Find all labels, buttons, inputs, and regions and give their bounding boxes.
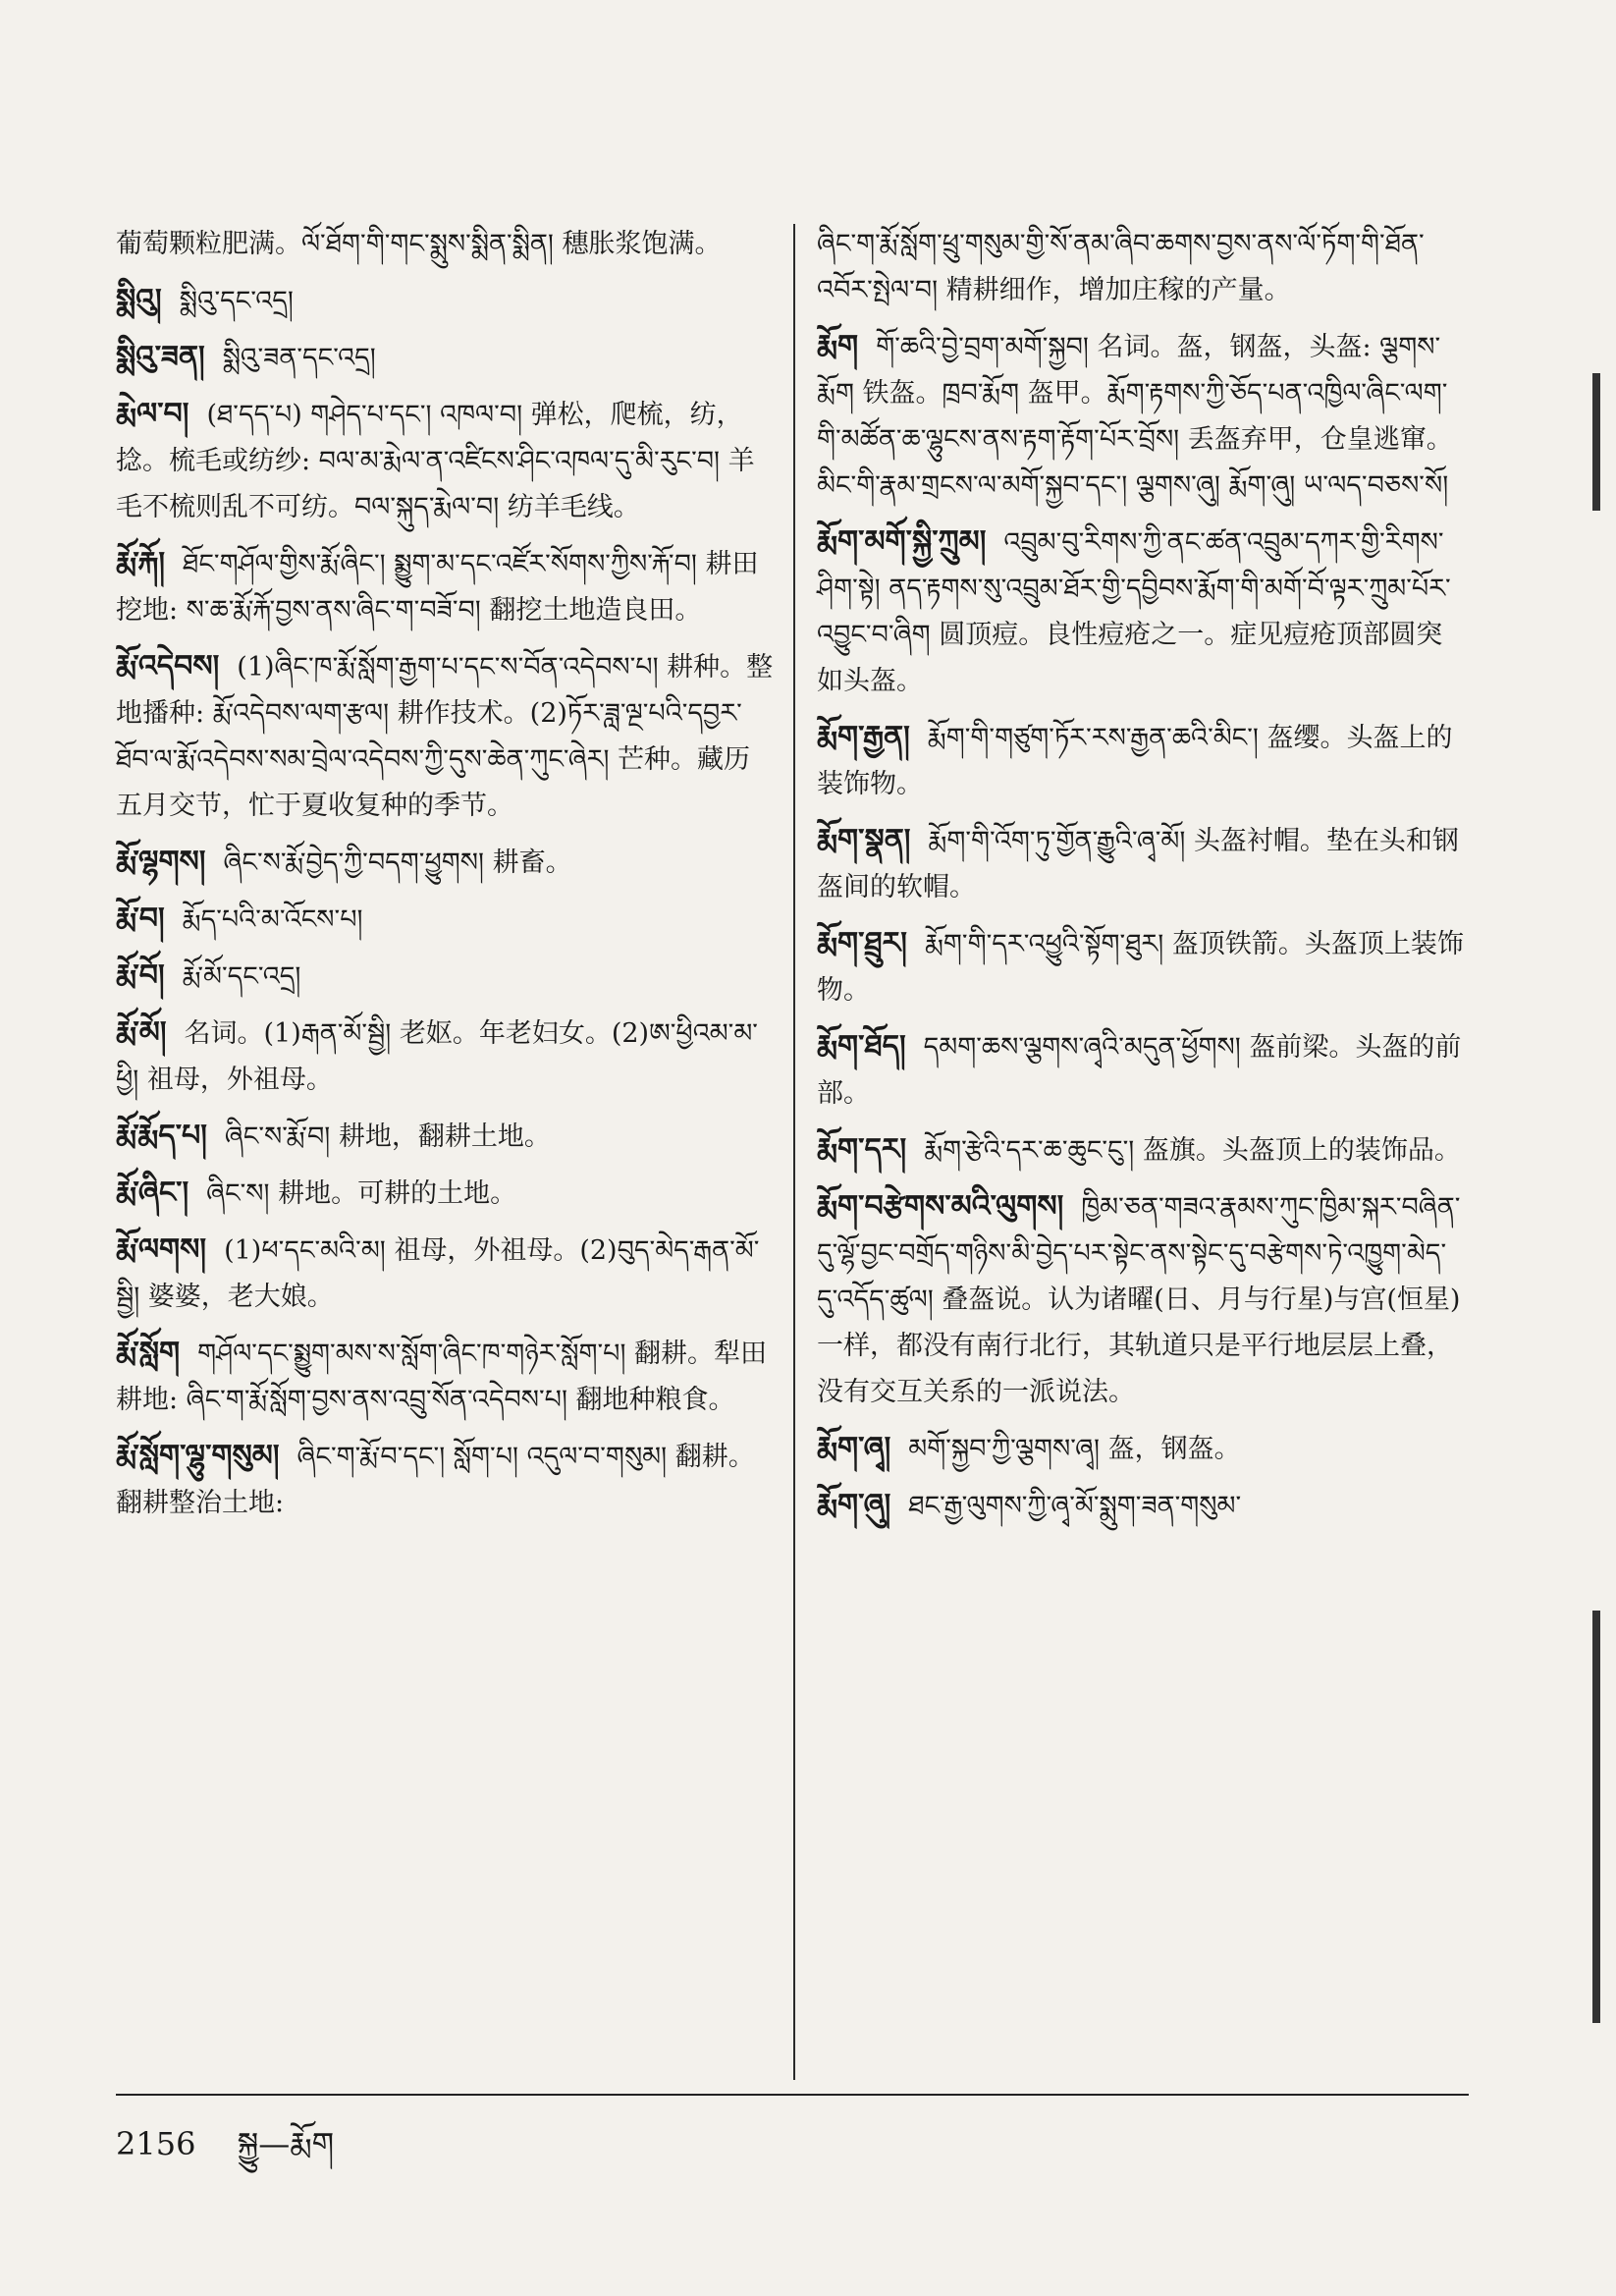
- entry-headword: རྨོ་ལགས།: [116, 1232, 207, 1267]
- entry-headword: རྨོ་བོ།: [116, 958, 165, 993]
- entry-headword: རྨོག་ཐོད།: [817, 1029, 906, 1064]
- page-footer: [116, 2109, 365, 2198]
- dictionary-entry: [116, 1330, 776, 1423]
- entry-definition: རྨོག་རྩེའི་དར་ཆ་ཆུང་ངུ་། 盔旗。头盔顶上的装饰品。: [924, 1135, 1461, 1166]
- dictionary-entry: [116, 221, 776, 267]
- dictionary-entry: [116, 896, 776, 943]
- entry-definition: འབྲུམ་བུ་རིགས་ཀྱི་ནང་ཚན་འབྲུམ་དཀར་གྱི་རིགས་ཤིག་སྟེ། ནད་རྟགས་སུ་འབྲུམ་ཐོར་གྱི་དབྱིབས་རྨོག་གི་མགོ་བོ་ལྟར་ཀྲུམ་པོར་འབྱུང་བ་ཞིག 圆顶痘。良性痘疮之一。症见痘疮顶部圆突如头盔。: [817, 527, 1451, 696]
- running-head: སྐྱུ—རྨོག: [237, 2125, 335, 2162]
- dictionary-entry: [817, 920, 1465, 1013]
- entry-definition: གོ་ཆའི་བྱེ་བྲག་མགོ་སྐྱབ། 名词。盔，钢盔，头盔: ལྕགས་རྨོག 铁盔。ཁྲབ་རྨོག 盔甲。རྨོག་རྟགས་ཀྱི་ཅོད་པན་འཁྱིལ་ཞིང་ལག་གི་མཚོན་ཆ་ལྷུངས་ནས་རྟག་རྟོག་པོར་བྲོས། 丢盔弃甲，仓皇逃窜。མིང་གི་རྣམ་གྲངས་ལ་མགོ་སྐྱབ་དང་། ལྕགས་ཞུ། རྨོག་ཞུ། ཡ་ལད་བཅས་སོ།: [817, 332, 1453, 501]
- dictionary-entry: [817, 817, 1465, 910]
- dictionary-entry: [116, 953, 776, 1000]
- entry-definition: དམག་ཆས་ལྕགས་ཞྭའི་མདུན་ཕྱོགས། 盔前梁。头盔的前部。: [817, 1032, 1462, 1109]
- entry-definition: སྨིའུ་དང་འདྲ།: [179, 286, 294, 316]
- entry-headword: རྨོག་བརྩེགས་མའི་ལུགས།: [817, 1189, 1064, 1224]
- entry-headword: རྨོག་སྣན།: [817, 823, 911, 857]
- entry-definition: ཞིང་ས་རྨོ་བ། 耕地，翻耕土地。: [224, 1121, 551, 1152]
- dictionary-entry: [116, 839, 776, 886]
- entry-headword: རྨོ་མོ།: [116, 1015, 167, 1050]
- dictionary-entry: [116, 1227, 776, 1320]
- entry-headword: རྨོག་ཐྲུར།: [817, 926, 907, 960]
- dictionary-entry: [116, 1010, 776, 1103]
- entry-definition: ཐོང་གཤོལ་གྱིས་རྨོ་ཞིང་། སྨྱུག་མ་དང་འཛོར་སོགས་ཀྱིས་རྐོ་བ། 耕田挖地: ས་ཆ་རྨོ་རྐོ་བྱས་ནས་ཞིང་ག་བཟོ་བ། 翻挖土地造良田。: [116, 549, 759, 626]
- entry-definition: (ཐ་དད་པ) གཤེད་པ་དང་། འཁལ་བ། 弹松，爬梳，纺，捻。梳毛或纺纱: བལ་མ་རྨེལ་ན་འཛིངས་ཤིང་འཁལ་དུ་མི་རུང་བ། 羊毛不梳则乱不可纺。བལ་སྐུད་རྨེལ་བ། 纺羊毛线。: [116, 400, 755, 522]
- entry-definition: 葡萄颗粒肥满。ལོ་ཐོག་གི་གང་སྨུས་སྨིན་སྨིན། 穗胀浆饱满。: [116, 229, 722, 259]
- column-divider: [793, 224, 795, 2080]
- entry-definition: ཁྱིམ་ཅན་གཟའ་རྣམས་ཀུང་ཁྱིམ་སྐར་བཞིན་དུ་ལྷོ་བྱང་བགྲོད་གཉིས་མི་བྱེད་པར་སྟེང་ནས་སྟེང་དུ་བརྩེགས་ཏེ་འཁྱུག་མེད་དུ་འདོད་ཚུལ། 叠盔说。认为诸曜(日、月与行星)与宫(恒星)一样，都没有南行北行，其轨道只是平行地层层上叠，没有交互关系的一派说法。: [817, 1192, 1461, 1407]
- entry-headword: རྨོག་དར།: [817, 1132, 907, 1167]
- entry-headword: རྨོ་འདེབས།: [116, 649, 220, 683]
- entry-headword: རྨོ་སློག་ལྷུ་གསུམ།: [116, 1439, 280, 1473]
- entry-definition: རྨོག་གི་དར་འཕྱུའི་སྟོག་ཐུར། 盔顶铁箭。头盔顶上装饰物。: [817, 929, 1464, 1006]
- entry-headword: སྨིའུ།: [116, 283, 162, 317]
- entry-definition: ཞིང་ག་རྨོ་སློག་ཕྲུ་གསུམ་གྱི་སོ་ནམ་ཞིབ་ཆགས་བྱས་ནས་ལོ་ཏོག་གི་ཐོན་འབོར་སྤེལ་བ། 精耕细作，增加庄稼的产量。: [817, 229, 1425, 305]
- page-number: 2156: [116, 2125, 196, 2162]
- entry-headword: རྨོ་ལྷགས།: [116, 845, 206, 879]
- dictionary-entry: [817, 221, 1465, 313]
- dictionary-entry: [817, 323, 1465, 509]
- entry-headword: རྨོག: [817, 329, 859, 363]
- dictionary-entry: [116, 277, 776, 324]
- entry-headword: རྨོག་ཞྭ།: [817, 1431, 891, 1465]
- entry-headword: རྨེལ་བ།: [116, 397, 189, 431]
- entry-definition: ཞིང་ས། 耕地。可耕的土地。: [206, 1178, 517, 1209]
- entry-definition: རྨོག་གི་གཙུག་ཏོར་རས་རྒྱན་ཆའི་མིང་། 盔缨。头盔上的装饰物。: [817, 723, 1453, 799]
- entry-definition: ཞིང་ས་རྨོ་བྱེད་ཀྱི་བདག་ཕྱུགས། 耕畜。: [223, 847, 572, 878]
- dictionary-entry: [116, 1170, 776, 1217]
- right-column: [817, 221, 1465, 1539]
- entry-definition: རྨོད་པའི་མ་འོངས་པ།: [182, 904, 363, 935]
- dictionary-entry: [817, 1425, 1465, 1472]
- entry-headword: རྨོ་བ།: [116, 902, 165, 936]
- entry-definition: སྨིའུ་ཟན་དང་འདྲ།: [222, 343, 376, 373]
- entry-definition: (1)ཕ་དང་མའི་མ། 祖母，外祖母。(2)བུད་མེད་རྒན་མོ་སྦྱི། 婆婆，老大娘。: [116, 1235, 760, 1312]
- dictionary-entry: [116, 1433, 776, 1526]
- dictionary-entry: [817, 1482, 1465, 1529]
- dictionary-entry: [116, 1113, 776, 1160]
- dictionary-entry: [116, 643, 776, 829]
- entry-definition: རྨོ་མོ་དང་འདྲ།: [182, 961, 301, 992]
- entry-definition: (1)ཞིང་ཁ་རྨོ་སློག་རྒྱག་པ་དང་ས་བོན་འདེབས་པ། 耕种。整地播种: རྨོ་འདེབས་ལག་རྩལ། 耕作技术。(2)ཏོར་ཟླ་ལྔ་པའི་དབྱར་ཐོབ་ལ་རྨོ་འདེབས་སམ་བྲེལ་འདེབས་ཀྱི་དུས་ཆེན་ཀུང་ཞེར། 芒种。藏历五月交节，忙于夏收复种的季节。: [116, 652, 774, 821]
- entry-headword: རྨོག་རྒྱན།: [817, 720, 910, 754]
- entry-headword: རྨོག་མགོ་སྐྱི་ཀྲུམ།: [817, 524, 987, 559]
- left-column: [116, 221, 776, 1536]
- dictionary-entry: [116, 391, 776, 530]
- dictionary-entry: [817, 519, 1465, 704]
- entry-headword: རྨོ་རྐོ།: [116, 546, 166, 580]
- entry-headword: རྨོ་ཞིང་།: [116, 1175, 189, 1210]
- entry-definition: 名词。(1)རྒན་མོ་སྦྱི། 老妪。年老妇女。(2)ཨ་ཕྱིའམ་མ་ཕྱི། 祖母，外祖母。: [116, 1018, 758, 1095]
- dictionary-entry: [116, 334, 776, 381]
- dictionary-entry: [817, 714, 1465, 807]
- scan-edge-mark: [1592, 1611, 1600, 2023]
- entry-definition: ཞིང་ག་རྨོ་བ་དང་། སློག་པ། འདུལ་བ་གསུམ། 翻耕。翻耕整治土地:: [116, 1442, 755, 1518]
- entry-definition: གཤོལ་དང་སྨྱུག་མས་ས་སློག་ཞིང་ཁ་གཉེར་སློག་པ། 翻耕。犁田耕地: ཞིང་ག་རྨོ་སློག་བྱས་ནས་འབྲུ་སོན་འདེབས་པ། 翻地种粮食。: [116, 1339, 768, 1415]
- entry-definition: མགོ་སྐྱབ་ཀྱི་ལྕགས་ཞྭ། 盔，钢盔。: [908, 1434, 1241, 1464]
- footer-rule: [116, 2094, 1469, 2096]
- dictionary-entry: [116, 540, 776, 633]
- dictionary-entry: [817, 1126, 1465, 1174]
- dictionary-entry: [817, 1183, 1465, 1415]
- entry-headword: སྨིའུ་ཟན།: [116, 340, 205, 374]
- scan-edge-mark: [1592, 373, 1600, 511]
- entry-headword: རྨོ་རྨོད་པ།: [116, 1119, 207, 1153]
- entry-definition: རྨོག་གི་འོག་ཏུ་གྱོན་རྒྱུའི་ཞྭ་མོ། 头盔衬帽。垫在头和钢盔间的软帽。: [817, 826, 1459, 902]
- dictionary-entry: [817, 1023, 1465, 1117]
- entry-headword: རྨོ་སློག: [116, 1336, 181, 1370]
- entry-headword: རྨོག་ཞུ།: [817, 1488, 891, 1522]
- entry-definition: ཐང་རྒྱ་ལུགས་ཀྱི་ཞྭ་མོ་སྨུག་ཟན་གསུམ་: [908, 1491, 1242, 1521]
